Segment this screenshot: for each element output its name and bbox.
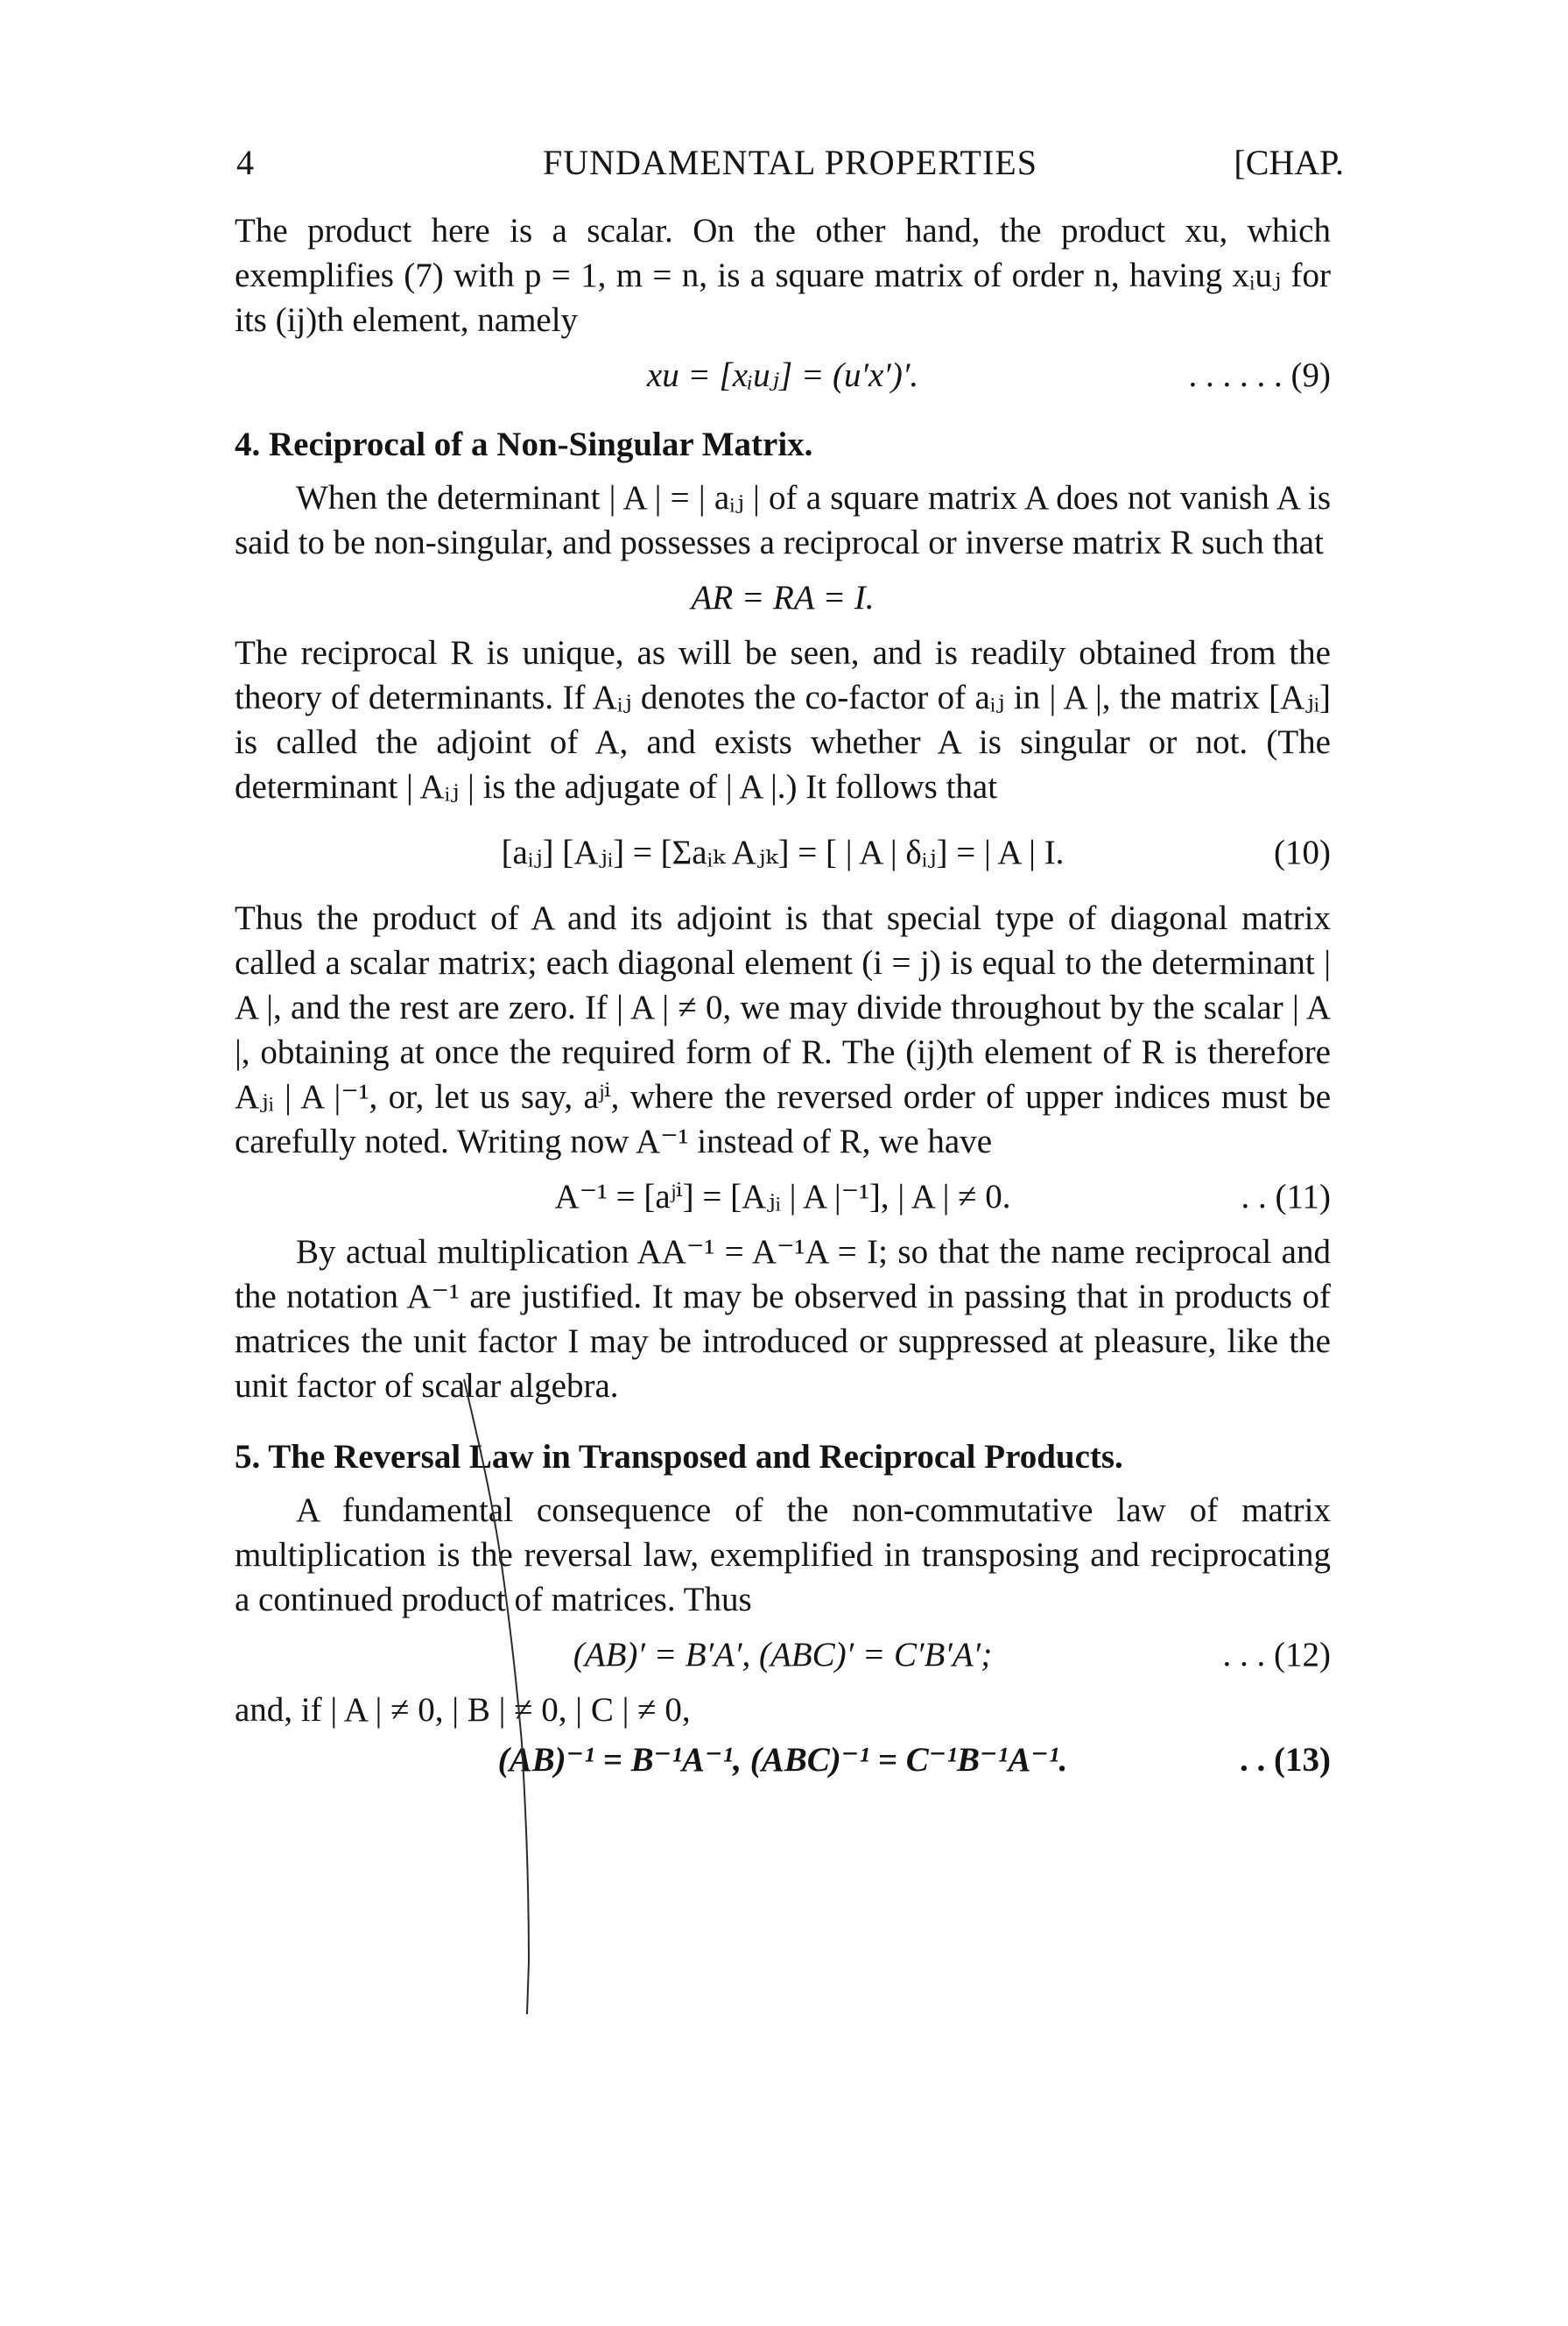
section-4-paragraph-2: The reciprocal R is unique, as will be seen, and is readily obtained from the theory of determinants. If Aᵢⱼ denotes the co-factor of aᵢⱼ in | A |, the matrix [Aⱼᵢ] is called the adjoint of A, and exists whether A is singular or not. (The determinant | Aᵢⱼ | is the adjugate of | A |.) It follows that	[235, 634, 1331, 806]
equation-10	[235, 830, 1331, 875]
equation-9	[235, 353, 1331, 398]
equation-12-body: (AB)′ = B′A′, (ABC)′ = C′B′A′;	[573, 1636, 993, 1674]
section-5-title: The Reversal Law in Transposed and Reciprocal Products.	[268, 1438, 1123, 1476]
page-number: 4	[236, 143, 254, 182]
equation-10-number: (10)	[1274, 834, 1331, 871]
running-header	[236, 142, 1344, 186]
body-text	[235, 208, 1331, 1793]
equation-10-body: [aᵢⱼ] [Aⱼᵢ] = [Σaᵢₖ Aⱼₖ] = [ | A | δᵢⱼ] = | A | I.	[501, 834, 1065, 871]
equation-13-lead: and, if | A | ≠ 0, | B | ≠ 0, | C | ≠ 0,	[235, 1691, 691, 1729]
section-4-heading	[235, 422, 1331, 467]
equation-13	[235, 1737, 1331, 1782]
equation-13-lead-line	[235, 1688, 1331, 1732]
equation-12-number: . . . (12)	[1222, 1636, 1331, 1674]
equation-9-number: . . . . . . (9)	[1188, 356, 1331, 394]
equation-12	[235, 1632, 1331, 1677]
paragraph-intro: The product here is a scalar. On the other hand, the product xu, which exemplifies (7) with p = 1, m = n, is a square matrix of order n, having xᵢuⱼ for its (ij)th element, namely	[235, 212, 1331, 339]
chapter-mark: [CHAP.	[1234, 143, 1344, 182]
section-4-number: 4.	[235, 426, 261, 463]
equation-11-body: A⁻¹ = [aʲⁱ] = [Aⱼᵢ | A |⁻¹], | A | ≠ 0.	[554, 1178, 1011, 1216]
equation-ar	[235, 575, 1331, 620]
section-5-number: 5.	[235, 1438, 261, 1476]
equation-13-number: . . (13)	[1240, 1741, 1331, 1779]
section-4-title: Reciprocal of a Non-Singular Matrix.	[269, 426, 813, 463]
section-4-paragraph-1: When the determinant | A | = | aᵢⱼ | of a square matrix A does not vanish A is said to be non-singular, and possesses a reciprocal or inverse matrix R such that	[235, 479, 1331, 561]
equation-11-number: . . (11)	[1241, 1178, 1331, 1216]
equation-13-body: (AB)⁻¹ = B⁻¹A⁻¹, (ABC)⁻¹ = C⁻¹B⁻¹A⁻¹.	[497, 1741, 1068, 1779]
section-5-heading	[235, 1434, 1331, 1479]
section-5-paragraph-1: A fundamental consequence of the non-commutative law of matrix multiplication is the reversal law, exemplified in transposing and reciprocating a continued product of matrices. Thus	[235, 1491, 1331, 1618]
section-4-paragraph-3: Thus the product of A and its adjoint is that special type of diagonal matrix called a scalar matrix; each diagonal element (i = j) is equal to the determinant | A |, and the rest are zero. If | A | ≠ 0, we may divide throughout by the scalar | A |, obtaining at once the required form of R. The (ij)th element of R is therefore Aⱼᵢ | A |⁻¹, or, let us say, aʲⁱ, where the reversed order of upper indices must be carefully noted. Writing now A⁻¹ instead of R, we have	[235, 899, 1331, 1160]
section-4-paragraph-4: By actual multiplication AA⁻¹ = A⁻¹A = I; so that the name reciprocal and the notation A⁻¹ are justified. It may be observed in passing that in products of matrices the unit factor I may be introduced or suppressed at pleasure, like the unit factor of scalar algebra.	[235, 1233, 1331, 1405]
equation-11	[235, 1174, 1331, 1219]
equation-ar-body: AR = RA = I.	[691, 579, 875, 617]
equation-9-body: xu = [xᵢuⱼ] = (u′x′)′.	[646, 356, 919, 394]
running-title: FUNDAMENTAL PROPERTIES	[543, 143, 1037, 182]
